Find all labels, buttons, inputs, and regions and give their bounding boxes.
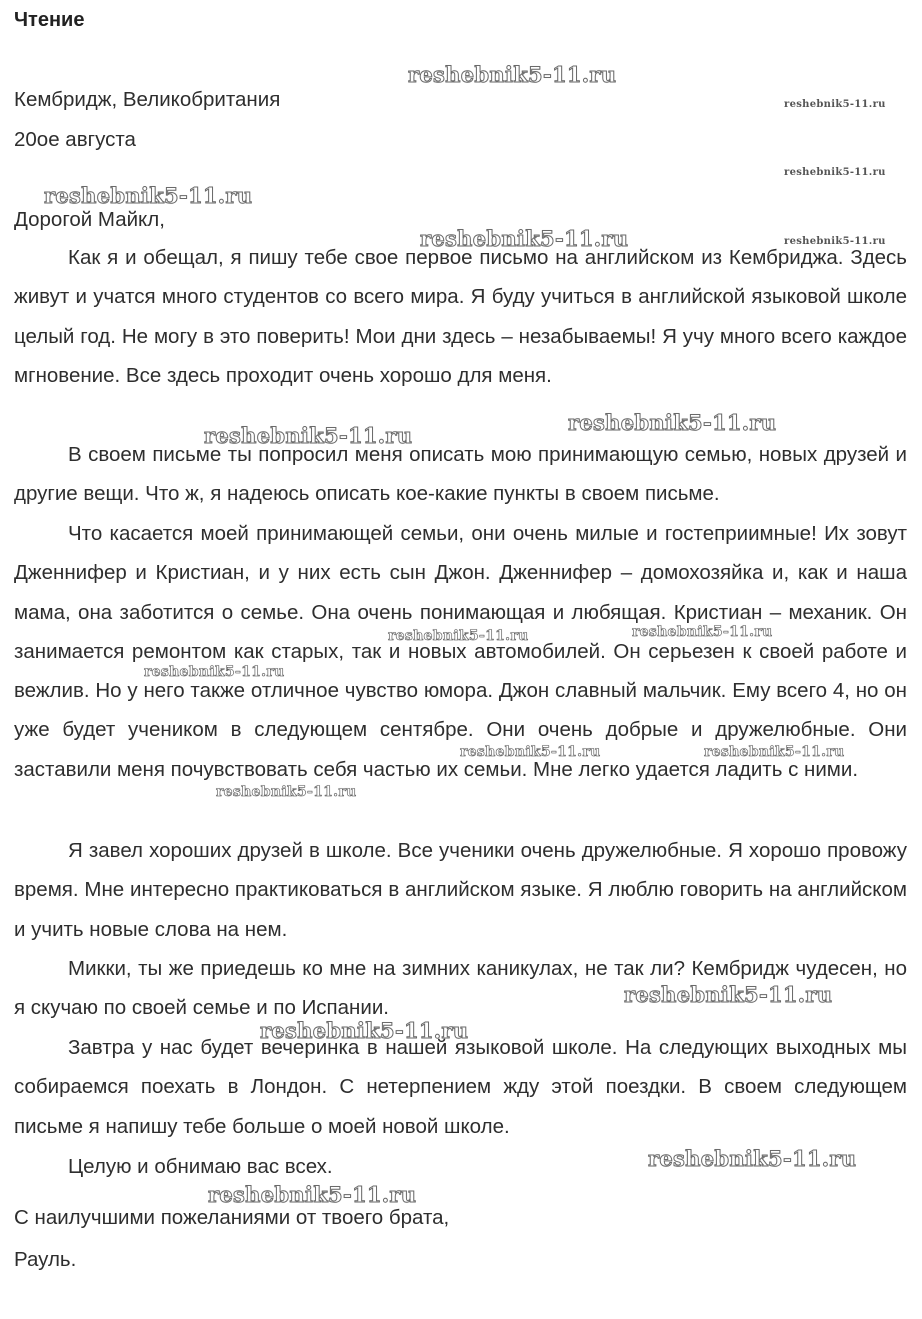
address-date: 20ое августа (14, 128, 136, 151)
watermark: reshebnik5-11.ru (208, 1182, 417, 1207)
page-title: Чтение (14, 9, 85, 31)
closing: С наилучшими пожеланиями от твоего брата, (14, 1206, 450, 1229)
paragraph-4: Я завел хороших друзей в школе. Все ученики очень дружелюбные. Я хорошо провожу время. Мне интересно практиковаться в английском языке. Я люблю говорить на английском и учить новые слова на нем. (14, 839, 907, 941)
watermark: reshebnik5-11.ru (44, 183, 253, 208)
watermark: reshebnik5-11.ru (648, 1146, 857, 1171)
watermark: reshebnik5-11.ru (624, 982, 833, 1007)
watermark: reshebnik5-11.ru (260, 1018, 469, 1043)
paragraph-1: Как я и обещал, я пишу тебе свое первое письмо на английском из Кембриджа. Здесь живут и учатся много студентов со всего мира. Я буду учиться в английской языковой школе целый год. Не могу в это поверить! Мои дни здесь – незабываемы! Я учу много всего каждое мгновение. Все здесь проходит очень хорошо для меня. (14, 246, 907, 387)
paragraph-5: Микки, ты же приедешь ко мне на зимних каникулах, не так ли? Кембридж чудесен, но я скучаю по своей семье и по Испании. (14, 957, 907, 1020)
paragraph-6: Завтра у нас будет вечеринка в нашей языковой школе. На следующих выходных мы собираемся поехать в Лондон. С нетерпением жду этой поездки. В своем следующем письме я напишу тебе больше о моей новой школе. (14, 1036, 907, 1138)
watermark: reshebnik5-11.ru (784, 236, 886, 247)
watermark: reshebnik5-11.ru (568, 410, 777, 435)
watermark: reshebnik5-11.ru (632, 624, 773, 640)
watermark: reshebnik5-11.ru (144, 664, 285, 680)
watermark: reshebnik5-11.ru (784, 167, 886, 178)
paragraph-7: Целую и обнимаю вас всех. (68, 1155, 333, 1178)
greeting: Дорогой Майкл, (14, 208, 165, 231)
address-place: Кембридж, Великобритания (14, 88, 281, 111)
watermark: reshebnik5-11.ru (460, 744, 601, 760)
watermark: reshebnik5-11.ru (408, 62, 617, 87)
signature: Рауль. (14, 1248, 77, 1271)
watermark: reshebnik5-11.ru (216, 784, 357, 800)
watermark: reshebnik5-11.ru (204, 423, 413, 448)
watermark: reshebnik5-11.ru (784, 99, 886, 110)
watermark: reshebnik5-11.ru (388, 628, 529, 644)
watermark: reshebnik5-11.ru (420, 226, 629, 251)
watermark: reshebnik5-11.ru (704, 744, 845, 760)
paragraph-3: Что касается моей принимающей семьи, они очень милые и гостеприимные! Их зовут Дженнифер и Кристиан, и у них есть сын Джон. Дженнифер – домохозяйка и, как и наша мама, она заботится о семье. Она очень понимающая и любящая. Кристиан – механик. Он занимается ремонтом как старых, так и новых автомобилей. Он серьезен к своей работе и вежлив. Но у него также отличное чувство юмора. Джон славный мальчик. Ему всего 4, но он уже будет учеником в следующем сентябре. Они очень добрые и дружелюбные. Они заставили меня почувствовать себя частью их семьи. Мне легко удается ладить с ними. (14, 522, 907, 781)
paragraph-2: В своем письме ты попросил меня описать мою принимающую семью, новых друзей и другие вещи. Что ж, я надеюсь описать кое-какие пункты в своем письме. (14, 443, 907, 506)
